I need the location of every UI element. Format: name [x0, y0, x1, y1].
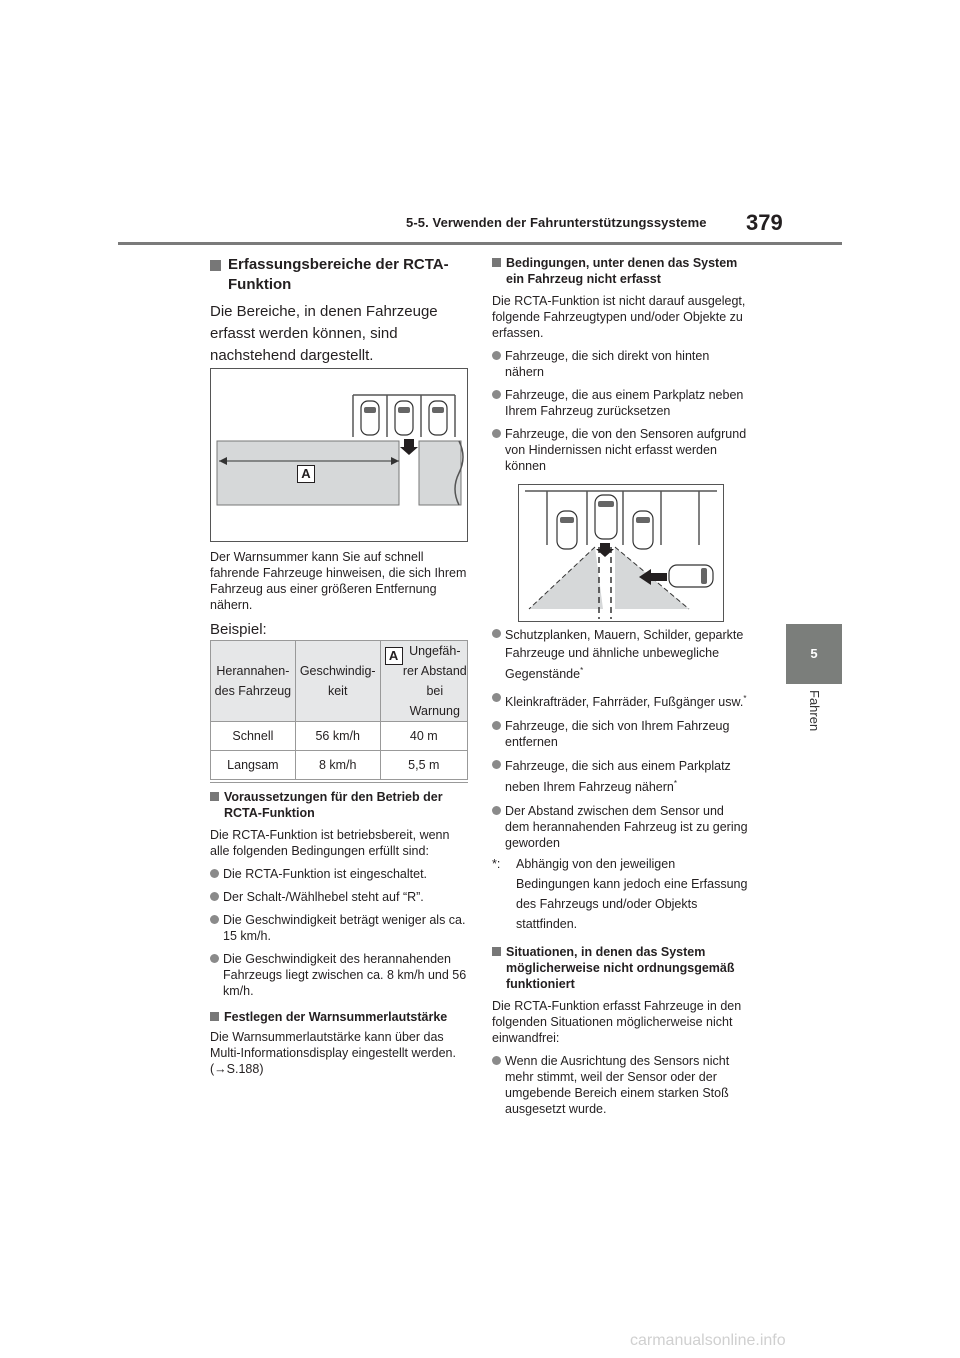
list-item: Die Geschwindigkeit des herannahenden Fahrzeugs liegt zwischen ca. 8 km/h und 56 km/h.	[210, 951, 472, 999]
cell-speed: 56 km/h	[295, 722, 380, 751]
cell-speed: 8 km/h	[295, 751, 380, 780]
cell-distance: 40 m	[380, 722, 467, 751]
figure-detection-area	[210, 368, 468, 542]
list-item: Der Schalt-/Wählhebel steht auf “R”.	[210, 889, 472, 905]
list-item: Fahrzeuge, die aus einem Parkplatz neben Ihrem Fahrzeug zurücksetzen	[492, 387, 750, 419]
left-caption-block	[210, 549, 470, 641]
cell-vehicle: Schnell	[211, 722, 296, 751]
chapter-tab[interactable]: 5	[786, 624, 842, 684]
cell-vehicle: Langsam	[211, 751, 296, 780]
col-distance: A Ungefäh-rer Abstand bei Warnung	[380, 641, 467, 722]
label-a-box-table: A	[385, 647, 403, 665]
figure-detection-area-svg	[211, 369, 467, 541]
list-item: Wenn die Ausrichtung des Sensors nicht mehr stimmt, weil der Sensor oder der umgebende Bereich einem starken Stoß ausgesetzt wurde.	[492, 1053, 750, 1117]
list-item: Der Abstand zwischen dem Sensor und dem herannahenden Fahrzeug ist zu gering geworden	[492, 803, 750, 851]
list-item: Schutzplanken, Mauern, Schilder, geparkte Fahrzeuge und ähnliche unbewegliche Gegenstände*	[492, 626, 750, 683]
table-row	[211, 722, 468, 751]
list-item: Fahrzeuge, die sich aus einem Parkplatz neben Ihrem Fahrzeug nähern*	[492, 757, 750, 796]
malfunction-text: Die RCTA-Funktion erfasst Fahrzeuge in den folgenden Situationen möglicherweise nicht einwandfrei:	[492, 999, 742, 1046]
operating-conditions-text: Die RCTA-Funktion ist betriebsbereit, wenn alle folgenden Bedingungen erfüllt sind:	[210, 828, 450, 858]
buzzer-volume-text: Die Warnsummerlautstärke kann über das Multi-Informationsdisplay eingestellt werden.	[210, 1030, 456, 1060]
section-divider	[210, 782, 468, 783]
left-column-top	[210, 255, 472, 367]
heading-operating-conditions: Voraussetzungen für den Betrieb der RCTA-Funktion	[210, 789, 472, 821]
cell-distance: 5,5 m	[380, 751, 467, 780]
heading-detection-areas: Erfassungsbereiche der RCTA-Funktion	[210, 255, 472, 295]
list-item: Fahrzeuge, die sich direkt von hinten nähern	[492, 348, 750, 380]
figure-obstructed-detection	[518, 484, 724, 622]
label-a-box: A	[297, 465, 315, 483]
watermark: carmanualsonline.info	[630, 1332, 786, 1349]
list-item: Die RCTA-Funktion ist eingeschaltet.	[210, 866, 472, 882]
list-item: Fahrzeuge, die sich von Ihrem Fahrzeug entfernen	[492, 718, 750, 750]
col-approaching-vehicle: Herannahen-des Fahrzeug	[211, 641, 296, 722]
list-item: Kleinkrafträder, Fahrräder, Fußgänger usw.*	[492, 690, 750, 711]
chapter-label: Fahren	[807, 690, 822, 732]
right-column-top	[492, 255, 750, 474]
intro-text: Die Bereiche, in denen Fahrzeuge erfasst werden können, sind nachstehend dargestellt.	[210, 303, 438, 364]
example-label: Beispiel:	[210, 621, 267, 638]
heading-not-detected: Bedingungen, unter denen das System ein Fahrzeug nicht erfasst	[492, 255, 750, 287]
page-number: 379	[746, 210, 783, 235]
page-reference-link[interactable]: (→S.188)	[210, 1062, 264, 1076]
figure-obstructed-detection-svg	[519, 485, 723, 621]
left-column-bottom	[210, 789, 472, 1077]
table-row	[211, 751, 468, 780]
list-item: Die Geschwindigkeit beträgt weniger als ca. 15 km/h.	[210, 912, 472, 944]
list-item: Fahrzeuge, die von den Sensoren aufgrund von Hindernissen nicht erfasst werden können	[492, 426, 750, 474]
warning-distance-table	[210, 640, 468, 780]
right-column-bottom	[492, 626, 750, 1117]
not-detected-text: Die RCTA-Funktion ist nicht darauf ausgelegt, folgende Fahrzeugtypen und/oder Objekte zu erfassen.	[492, 294, 746, 340]
heading-malfunction-situations: Situationen, in denen das System möglicherweise nicht ordnungsgemäß funktioniert	[492, 944, 750, 992]
footnote-text: Abhängig von den jeweiligen Bedingungen kann jedoch eine Erfassung des Fahrzeugs und/oder Objekts stattfinden.	[516, 857, 748, 932]
figure-label-a	[297, 465, 315, 483]
footnote	[492, 854, 750, 934]
section-title: 5-5. Verwenden der Fahrunterstützungssysteme	[406, 215, 707, 230]
figure-caption: Der Warnsummer kann Sie auf schnell fahrende Fahrzeuge hinweisen, die sich Ihrem Fahrzeug aus einer größeren Entfernung nähern.	[210, 550, 467, 612]
footnote-marker: *:	[492, 857, 501, 872]
heading-buzzer-volume: Festlegen der Warnsummerlautstärke	[210, 1009, 472, 1025]
header-rule	[118, 242, 842, 245]
col-speed: Geschwindig-keit	[295, 641, 380, 722]
